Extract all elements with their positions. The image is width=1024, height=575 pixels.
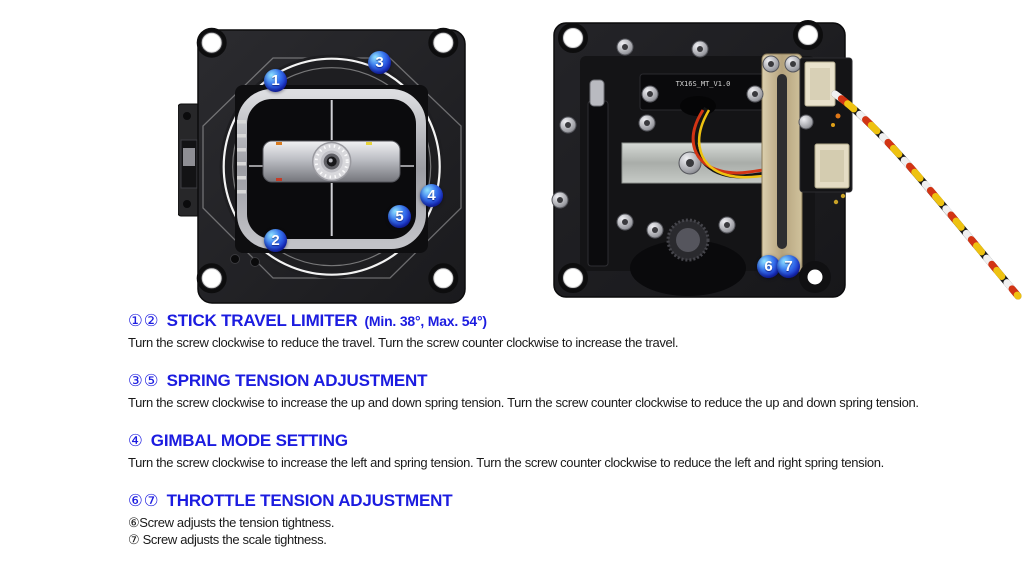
section-title: THROTTLE TENSION ADJUSTMENT [166, 491, 453, 510]
section-body-line-2: ⑦ Screw adjusts the scale tightness. [128, 532, 327, 547]
gimbal-front-illustration [178, 22, 470, 308]
callout-marker-6: 6 [757, 255, 780, 278]
pcb-label: TX16S_MT_V1.0 [675, 80, 731, 88]
section-refs: ④ [128, 430, 144, 450]
section-title: SPRING TENSION ADJUSTMENT [166, 371, 428, 390]
callout-marker-2: 2 [264, 229, 287, 252]
section-refs: ③⑤ [128, 370, 160, 390]
section-title-note: (Min. 38°, Max. 54°) [364, 313, 487, 329]
section-refs: ①② [128, 310, 160, 330]
section-body: Turn the screw clockwise to reduce the travel. Turn the screw counter clockwise to increase the travel. [128, 335, 679, 350]
callout-marker-3: 3 [368, 51, 391, 74]
callout-marker-4: 4 [420, 184, 443, 207]
section-refs: ⑥⑦ [128, 490, 160, 510]
gimbal-front-photo [178, 22, 470, 308]
callout-marker-7: 7 [777, 255, 800, 278]
section-spring-tension-adjustment [128, 370, 918, 411]
section-heading [128, 430, 918, 452]
section-stick-travel-limiter [128, 310, 918, 351]
callout-marker-5: 5 [388, 205, 411, 228]
section-body-line-1: ⑥Screw adjusts the tension tightness. [128, 515, 335, 530]
section-heading [128, 370, 918, 392]
section-title: STICK TRAVEL LIMITER [166, 311, 358, 330]
section-heading [128, 310, 918, 332]
callout-marker-1: 1 [264, 69, 287, 92]
section-heading [128, 490, 918, 512]
section-body: Turn the screw clockwise to increase the left and spring tension. Turn the screw counter clockwise to reduce the left and right spring tension. [128, 455, 884, 470]
section-body: Turn the screw clockwise to increase the up and down spring tension. Turn the screw counter clockwise to reduce the up and down spring tension. [128, 395, 919, 410]
section-title: GIMBAL MODE SETTING [150, 431, 348, 450]
section-gimbal-mode-setting [128, 430, 918, 471]
instructions [128, 310, 918, 567]
section-throttle-tension-adjustment [128, 490, 918, 548]
